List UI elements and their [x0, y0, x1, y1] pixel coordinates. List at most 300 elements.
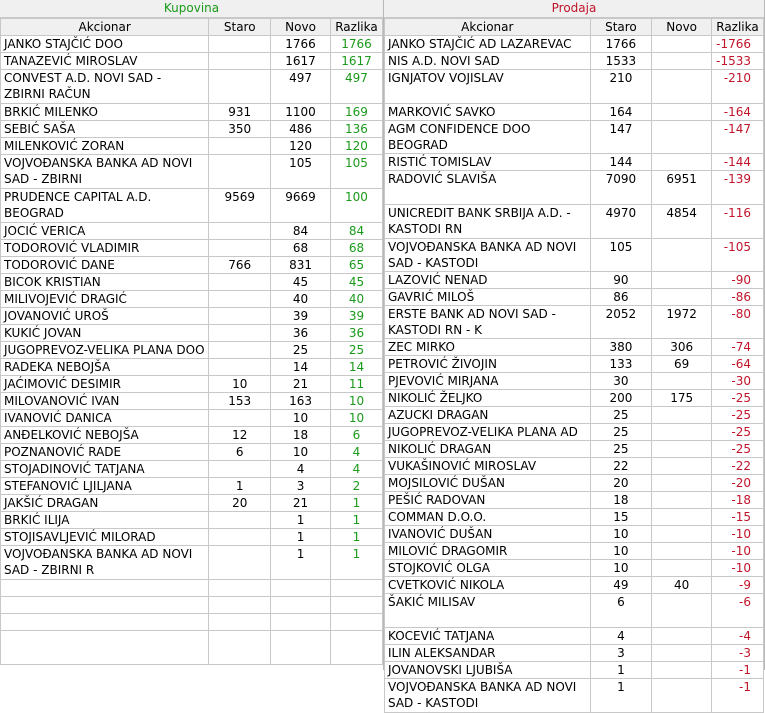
sell-cell-razlika: -164 [712, 104, 764, 121]
sell-cell-razlika: -105 [712, 239, 764, 272]
buy-cell-akcionar: CONVEST A.D. NOVI SAD - ZBIRNI RAČUN [1, 70, 209, 104]
sell-cell-staro: 25 [590, 407, 652, 424]
sell-cell-razlika: -15 [712, 509, 764, 526]
sell-cell-staro: 90 [590, 272, 652, 289]
buy-cell-akcionar: BRKIĆ ILIJA [1, 512, 209, 529]
sell-table-row[interactable] [385, 645, 764, 662]
sell-table-row[interactable] [385, 526, 764, 543]
buy-cell-novo: 45 [271, 274, 331, 291]
sell-table-row[interactable] [385, 543, 764, 560]
sell-cell-staro: 4 [590, 628, 652, 645]
sell-cell-akcionar: ILIN ALEKSANDAR [385, 645, 591, 662]
sell-cell-staro: 15 [590, 509, 652, 526]
buy-cell-razlika: 14 [330, 359, 382, 376]
sell-table-row[interactable] [385, 306, 764, 339]
sell-cell-akcionar: NIKOLIĆ ŽELJKO [385, 390, 591, 407]
buy-cell-novo: 1617 [271, 53, 331, 70]
sell-cell-akcionar: PJEVOVIĆ MIRJANA [385, 373, 591, 390]
buy-table-row[interactable] [1, 240, 383, 257]
buy-cell-novo: 3 [271, 478, 331, 495]
buy-cell-novo: 1 [271, 546, 331, 580]
buy-table-row[interactable] [1, 155, 383, 189]
sell-cell-staro: 25 [590, 441, 652, 458]
buy-table-row[interactable] [1, 36, 383, 53]
sell-cell-staro: 49 [590, 577, 652, 594]
buy-cell-akcionar: JANKO STAJČIĆ DOO [1, 36, 209, 53]
buy-cell-akcionar: JAĆIMOVIĆ DESIMIR [1, 376, 209, 393]
sell-cell-razlika: -18 [712, 492, 764, 509]
buy-table-row[interactable] [1, 308, 383, 325]
sell-cell-staro: 30 [590, 373, 652, 390]
sell-table [384, 18, 764, 713]
sell-cell-akcionar: NIS A.D. NOVI SAD [385, 53, 591, 70]
buy-cell-razlika: 10 [330, 410, 382, 427]
buy-cell-novo [271, 580, 331, 597]
buy-cell-akcionar: ANĐELKOVIĆ NEBOJŠA [1, 427, 209, 444]
buy-cell-staro: 9569 [209, 189, 271, 223]
sell-table-row[interactable] [385, 205, 764, 239]
buy-cell-razlika: 65 [330, 257, 382, 274]
sell-cell-novo [652, 36, 712, 53]
sell-cell-novo [652, 289, 712, 306]
sell-table-row[interactable] [385, 492, 764, 509]
sell-cell-novo [652, 645, 712, 662]
buy-cell-staro [209, 138, 271, 155]
sell-cell-akcionar: COMMAN D.O.O. [385, 509, 591, 526]
sell-cell-staro: 1 [590, 662, 652, 679]
buy-cell-razlika: 120 [330, 138, 382, 155]
sell-table-row[interactable] [385, 662, 764, 679]
buy-cell-staro: 10 [209, 376, 271, 393]
sell-cell-novo [652, 154, 712, 171]
buy-cell-akcionar: BRKIĆ MILENKO [1, 104, 209, 121]
sell-table-row[interactable] [385, 577, 764, 594]
sell-cell-razlika: -90 [712, 272, 764, 289]
buy-table-row[interactable] [1, 597, 383, 614]
sell-cell-staro: 380 [590, 339, 652, 356]
buy-cell-staro [209, 580, 271, 597]
buy-cell-akcionar: TODOROVIĆ VLADIMIR [1, 240, 209, 257]
buy-table-row[interactable] [1, 512, 383, 529]
buy-cell-staro [209, 631, 271, 665]
sell-cell-novo [652, 424, 712, 441]
sell-table-row[interactable] [385, 154, 764, 171]
buy-table-row[interactable] [1, 189, 383, 223]
buy-cell-novo: 36 [271, 325, 331, 342]
sell-cell-razlika: -25 [712, 441, 764, 458]
sell-table-row[interactable] [385, 560, 764, 577]
buy-cell-akcionar: POZNANOVIĆ RADE [1, 444, 209, 461]
sell-cell-akcionar: JUGOPREVOZ-VELIKA PLANA AD [385, 424, 591, 441]
buy-table-row[interactable] [1, 461, 383, 478]
sell-cell-novo [652, 70, 712, 104]
buy-cell-novo: 1 [271, 529, 331, 546]
buy-table-row[interactable] [1, 257, 383, 274]
sell-table-row[interactable] [385, 272, 764, 289]
buy-cell-akcionar: VOJVOĐANSKA BANKA AD NOVI SAD - ZBIRNI R [1, 546, 209, 580]
buy-col-razlika[interactable]: Razlika [330, 19, 382, 36]
sell-cell-akcionar: JOVANOVSKI LJUBIŠA [385, 662, 591, 679]
sell-cell-akcionar: RISTIĆ TOMISLAV [385, 154, 591, 171]
sell-cell-novo [652, 272, 712, 289]
buy-cell-staro [209, 342, 271, 359]
sell-cell-akcionar: MOJSILOVIĆ DUŠAN [385, 475, 591, 492]
buy-table-row[interactable] [1, 291, 383, 308]
buy-cell-staro [209, 291, 271, 308]
buy-cell-razlika: 169 [330, 104, 382, 121]
sell-panel [384, 0, 765, 710]
sell-cell-razlika: -1 [712, 679, 764, 713]
sell-cell-novo [652, 543, 712, 560]
buy-cell-akcionar: JOVANOVIĆ UROŠ [1, 308, 209, 325]
sell-cell-novo [652, 560, 712, 577]
sell-cell-staro: 20 [590, 475, 652, 492]
sell-cell-akcionar: MILOVIĆ DRAGOMIR [385, 543, 591, 560]
sell-cell-razlika: -116 [712, 205, 764, 239]
buy-cell-novo: 4 [271, 461, 331, 478]
sell-cell-staro: 10 [590, 560, 652, 577]
buy-cell-akcionar: MILOVANOVIĆ IVAN [1, 393, 209, 410]
buy-cell-novo [271, 597, 331, 614]
sell-table-row[interactable] [385, 390, 764, 407]
sell-table-row[interactable] [385, 441, 764, 458]
buy-cell-razlika: 136 [330, 121, 382, 138]
buy-table-row[interactable] [1, 580, 383, 597]
sell-cell-razlika: -139 [712, 171, 764, 205]
buy-cell-staro [209, 308, 271, 325]
sell-cell-staro: 105 [590, 239, 652, 272]
buy-table-row[interactable] [1, 546, 383, 580]
sell-cell-novo [652, 407, 712, 424]
sell-cell-akcionar: CVETKOVIĆ NIKOLA [385, 577, 591, 594]
sell-col-novo[interactable]: Novo [652, 19, 712, 36]
buy-cell-razlika [330, 597, 382, 614]
buy-table-row[interactable] [1, 104, 383, 121]
sell-cell-akcionar: VOJVOĐANSKA BANKA AD NOVI SAD - KASTODI [385, 679, 591, 713]
buy-cell-razlika: 11 [330, 376, 382, 393]
buy-cell-novo: 40 [271, 291, 331, 308]
buy-cell-staro [209, 614, 271, 631]
buy-cell-akcionar: STOJISAVLJEVIĆ MILORAD [1, 529, 209, 546]
sell-cell-razlika: -6 [712, 594, 764, 628]
buy-cell-razlika: 497 [330, 70, 382, 104]
buy-cell-staro: 6 [209, 444, 271, 461]
buy-cell-razlika: 1 [330, 512, 382, 529]
sell-col-staro[interactable]: Staro [590, 19, 652, 36]
buy-table-row[interactable] [1, 70, 383, 104]
buy-cell-novo: 1766 [271, 36, 331, 53]
buy-cell-akcionar: JUGOPREVOZ-VELIKA PLANA DOO [1, 342, 209, 359]
buy-cell-razlika [330, 580, 382, 597]
buy-cell-novo: 1 [271, 512, 331, 529]
sell-cell-akcionar: MARKOVIĆ SAVKO [385, 104, 591, 121]
buy-table-row[interactable] [1, 342, 383, 359]
buy-table-row[interactable] [1, 223, 383, 240]
sell-cell-razlika: -30 [712, 373, 764, 390]
sell-cell-akcionar: ERSTE BANK AD NOVI SAD - KASTODI RN - K [385, 306, 591, 339]
buy-cell-novo: 10 [271, 444, 331, 461]
buy-cell-akcionar: KUKIĆ JOVAN [1, 325, 209, 342]
sell-cell-razlika: -10 [712, 526, 764, 543]
buy-cell-novo [271, 614, 331, 631]
buy-cell-akcionar: TODOROVIĆ DANE [1, 257, 209, 274]
buy-cell-razlika: 2 [330, 478, 382, 495]
sell-cell-razlika: -25 [712, 424, 764, 441]
sell-table-row[interactable] [385, 458, 764, 475]
sell-table-row[interactable] [385, 339, 764, 356]
sell-cell-novo [652, 458, 712, 475]
buy-cell-staro: 931 [209, 104, 271, 121]
buy-cell-novo: 21 [271, 495, 331, 512]
sell-cell-staro: 3 [590, 645, 652, 662]
buy-table-row[interactable] [1, 478, 383, 495]
sell-table-row[interactable] [385, 424, 764, 441]
buy-cell-razlika [330, 631, 382, 665]
sell-cell-razlika: -64 [712, 356, 764, 373]
buy-cell-akcionar: VOJVOĐANSKA BANKA AD NOVI SAD - ZBIRNI [1, 155, 209, 189]
sell-table-row[interactable] [385, 239, 764, 272]
buy-table-row[interactable] [1, 495, 383, 512]
sell-cell-akcionar: GAVRIĆ MILOŠ [385, 289, 591, 306]
buy-cell-akcionar: STEFANOVIĆ LJILJANA [1, 478, 209, 495]
buy-cell-novo: 163 [271, 393, 331, 410]
buy-table-row[interactable] [1, 274, 383, 291]
sell-table-row[interactable] [385, 171, 764, 205]
sell-cell-novo: 6951 [652, 171, 712, 205]
buy-cell-novo: 21 [271, 376, 331, 393]
buy-cell-akcionar: IVANOVIĆ DANICA [1, 410, 209, 427]
sell-cell-staro: 10 [590, 526, 652, 543]
buy-cell-razlika: 4 [330, 461, 382, 478]
sell-cell-staro: 144 [590, 154, 652, 171]
buy-cell-staro [209, 410, 271, 427]
sell-cell-staro: 133 [590, 356, 652, 373]
sell-cell-novo [652, 492, 712, 509]
sell-cell-akcionar: PETROVIĆ ŽIVOJIN [385, 356, 591, 373]
sell-cell-razlika: -25 [712, 407, 764, 424]
buy-cell-razlika: 45 [330, 274, 382, 291]
sell-cell-akcionar: VUKAŠINOVIĆ MIROSLAV [385, 458, 591, 475]
buy-panel [0, 0, 384, 670]
sell-cell-akcionar: IGNJATOV VOJISLAV [385, 70, 591, 104]
sell-table-row[interactable] [385, 53, 764, 70]
sell-col-akcionar[interactable]: Akcionar [385, 19, 591, 36]
sell-cell-razlika: -22 [712, 458, 764, 475]
sell-col-razlika[interactable]: Razlika [712, 19, 764, 36]
buy-table-row[interactable] [1, 631, 383, 665]
buy-cell-novo: 120 [271, 138, 331, 155]
sell-table-row[interactable] [385, 594, 764, 628]
sell-table-row[interactable] [385, 407, 764, 424]
sell-cell-staro: 1766 [590, 36, 652, 53]
buy-cell-novo: 9669 [271, 189, 331, 223]
buy-table [0, 18, 383, 665]
buy-table-row[interactable] [1, 325, 383, 342]
sell-cell-novo [652, 475, 712, 492]
buy-cell-staro [209, 240, 271, 257]
sell-cell-razlika: -147 [712, 121, 764, 154]
buy-cell-akcionar: SEBIĆ SAŠA [1, 121, 209, 138]
sell-table-row[interactable] [385, 36, 764, 53]
sell-cell-staro: 210 [590, 70, 652, 104]
sell-table-row[interactable] [385, 679, 764, 713]
buy-cell-staro: 20 [209, 495, 271, 512]
buy-cell-staro [209, 529, 271, 546]
buy-cell-razlika: 1 [330, 495, 382, 512]
buy-cell-staro: 12 [209, 427, 271, 444]
buy-header-row [1, 19, 383, 36]
sell-cell-staro: 2052 [590, 306, 652, 339]
sell-cell-staro: 7090 [590, 171, 652, 205]
buy-cell-akcionar [1, 614, 209, 631]
sell-cell-akcionar: AGM CONFIDENCE DOO BEOGRAD [385, 121, 591, 154]
buy-cell-akcionar: BICOK KRISTIAN [1, 274, 209, 291]
buy-cell-staro [209, 274, 271, 291]
sell-cell-razlika: -25 [712, 390, 764, 407]
buy-cell-novo: 1100 [271, 104, 331, 121]
buy-cell-akcionar [1, 597, 209, 614]
sell-cell-razlika: -20 [712, 475, 764, 492]
sell-cell-razlika: -210 [712, 70, 764, 104]
sell-cell-akcionar: IVANOVIĆ DUŠAN [385, 526, 591, 543]
sell-cell-razlika: -10 [712, 560, 764, 577]
buy-cell-razlika: 1766 [330, 36, 382, 53]
buy-table-row[interactable] [1, 410, 383, 427]
buy-table-row[interactable] [1, 614, 383, 631]
sell-cell-razlika: -9 [712, 577, 764, 594]
buy-cell-staro [209, 512, 271, 529]
buy-table-row[interactable] [1, 529, 383, 546]
sell-cell-razlika: -80 [712, 306, 764, 339]
sell-cell-akcionar: AZUCKI DRAGAN [385, 407, 591, 424]
sell-cell-akcionar: JANKO STAJČIĆ AD LAZAREVAC [385, 36, 591, 53]
buy-cell-razlika: 36 [330, 325, 382, 342]
sell-table-row[interactable] [385, 289, 764, 306]
sell-cell-staro: 25 [590, 424, 652, 441]
buy-cell-razlika: 84 [330, 223, 382, 240]
sell-cell-novo: 175 [652, 390, 712, 407]
buy-table-row[interactable] [1, 53, 383, 70]
buy-cell-akcionar [1, 631, 209, 665]
buy-cell-novo: 105 [271, 155, 331, 189]
buy-table-row[interactable] [1, 444, 383, 461]
sell-title: Prodaja [384, 0, 764, 18]
sell-cell-akcionar: ŠAKIĆ MILISAV [385, 594, 591, 628]
buy-cell-razlika: 6 [330, 427, 382, 444]
sell-header-row [385, 19, 764, 36]
buy-col-akcionar[interactable]: Akcionar [1, 19, 209, 36]
buy-cell-akcionar: RADEKA NEBOJŠA [1, 359, 209, 376]
sell-cell-razlika: -10 [712, 543, 764, 560]
sell-cell-novo [652, 594, 712, 628]
buy-table-row[interactable] [1, 376, 383, 393]
buy-table-row[interactable] [1, 427, 383, 444]
buy-cell-razlika: 40 [330, 291, 382, 308]
sell-cell-novo [652, 662, 712, 679]
buy-table-body [1, 36, 383, 665]
buy-cell-staro [209, 36, 271, 53]
buy-cell-staro [209, 155, 271, 189]
sell-cell-novo [652, 679, 712, 713]
sell-cell-akcionar: STOJKOVIĆ OLGA [385, 560, 591, 577]
buy-cell-novo: 10 [271, 410, 331, 427]
buy-cell-staro [209, 223, 271, 240]
sell-table-row[interactable] [385, 70, 764, 104]
sell-table-row[interactable] [385, 373, 764, 390]
sell-cell-novo: 306 [652, 339, 712, 356]
buy-cell-staro: 1 [209, 478, 271, 495]
buy-table-row[interactable] [1, 138, 383, 155]
buy-cell-staro: 153 [209, 393, 271, 410]
sell-table-row[interactable] [385, 104, 764, 121]
sell-cell-staro: 200 [590, 390, 652, 407]
buy-col-novo[interactable]: Novo [271, 19, 331, 36]
sell-cell-staro: 1533 [590, 53, 652, 70]
sell-cell-akcionar: RADOVIĆ SLAVIŠA [385, 171, 591, 205]
buy-cell-staro [209, 70, 271, 104]
buy-cell-akcionar: MILENKOVIĆ ZORAN [1, 138, 209, 155]
buy-col-staro[interactable]: Staro [209, 19, 271, 36]
sell-table-row[interactable] [385, 356, 764, 373]
buy-cell-razlika: 1617 [330, 53, 382, 70]
sell-cell-akcionar: LAZOVIĆ NENAD [385, 272, 591, 289]
buy-cell-novo: 497 [271, 70, 331, 104]
sell-cell-novo [652, 628, 712, 645]
sell-cell-novo [652, 509, 712, 526]
sell-table-row[interactable] [385, 509, 764, 526]
buy-cell-akcionar: JAKŠIĆ DRAGAN [1, 495, 209, 512]
sell-cell-akcionar: ZEC MIRKO [385, 339, 591, 356]
buy-cell-novo: 831 [271, 257, 331, 274]
buy-table-row[interactable] [1, 393, 383, 410]
sell-cell-staro: 22 [590, 458, 652, 475]
sell-table-row[interactable] [385, 475, 764, 492]
sell-cell-staro: 164 [590, 104, 652, 121]
buy-table-row[interactable] [1, 359, 383, 376]
buy-cell-staro: 766 [209, 257, 271, 274]
buy-cell-staro [209, 546, 271, 580]
buy-table-row[interactable] [1, 121, 383, 138]
buy-cell-razlika: 10 [330, 393, 382, 410]
sell-cell-staro: 147 [590, 121, 652, 154]
sell-cell-razlika: -74 [712, 339, 764, 356]
sell-cell-razlika: -3 [712, 645, 764, 662]
buy-cell-novo: 68 [271, 240, 331, 257]
buy-cell-staro: 350 [209, 121, 271, 138]
sell-cell-novo [652, 441, 712, 458]
buy-title: Kupovina [0, 0, 383, 18]
sell-table-row[interactable] [385, 628, 764, 645]
sell-cell-staro: 10 [590, 543, 652, 560]
sell-cell-staro: 86 [590, 289, 652, 306]
buy-cell-novo: 18 [271, 427, 331, 444]
buy-cell-akcionar: PRUDENCE CAPITAL A.D. BEOGRAD [1, 189, 209, 223]
sell-table-row[interactable] [385, 121, 764, 154]
sell-cell-akcionar: KOCEVIĆ TATJANA [385, 628, 591, 645]
sell-cell-staro: 1 [590, 679, 652, 713]
sell-cell-razlika: -1 [712, 662, 764, 679]
sell-cell-novo [652, 104, 712, 121]
buy-cell-staro [209, 461, 271, 478]
buy-cell-akcionar: JOCIĆ VERICA [1, 223, 209, 240]
sell-cell-akcionar: VOJVOĐANSKA BANKA AD NOVI SAD - KASTODI [385, 239, 591, 272]
sell-cell-razlika: -1766 [712, 36, 764, 53]
sell-cell-akcionar: PEŠIĆ RADOVAN [385, 492, 591, 509]
sell-cell-novo: 1972 [652, 306, 712, 339]
buy-cell-razlika [330, 614, 382, 631]
sell-cell-novo: 69 [652, 356, 712, 373]
buy-cell-razlika: 105 [330, 155, 382, 189]
